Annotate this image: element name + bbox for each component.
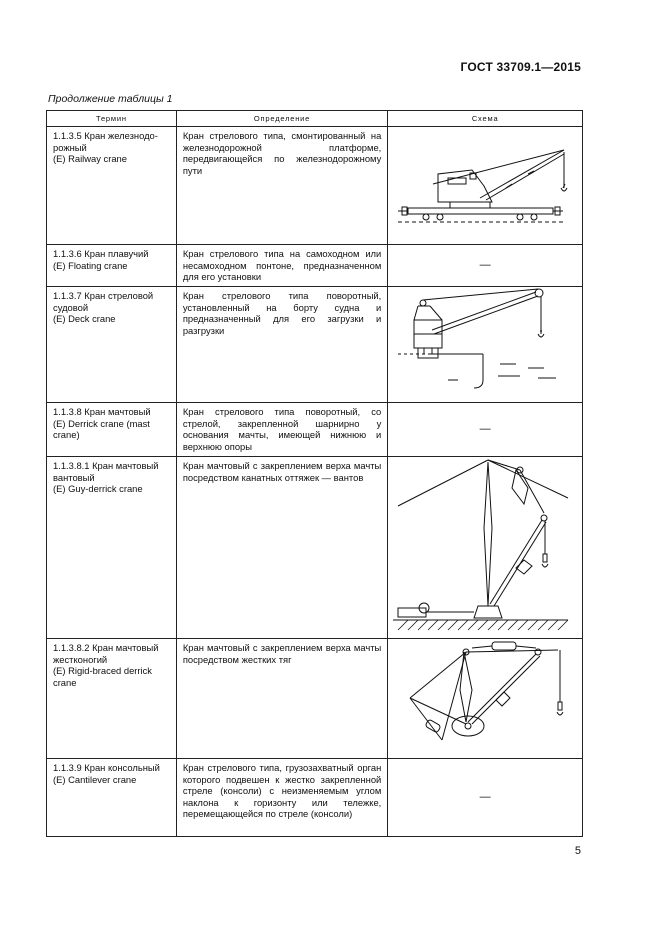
term-line: (E) Floating crane <box>53 259 128 271</box>
column-header-scheme: Схема <box>388 111 583 127</box>
rigid-braced-derrick-diagram <box>388 640 574 758</box>
no-scheme-dash: — <box>479 259 491 272</box>
scheme-cell <box>388 457 583 639</box>
term-line: (E) Rigid-braced derrick <box>53 665 152 677</box>
table-row <box>47 245 583 287</box>
table-row <box>47 403 583 457</box>
table-caption: Продолжение таблицы 1 <box>48 93 173 105</box>
term-line: (E) Derrick crane (mast <box>53 417 150 429</box>
column-header-definition: Определение <box>176 111 387 127</box>
table-row <box>47 127 583 245</box>
table-row <box>47 639 583 759</box>
definition-cell: Кран стрелового типа, смонтированный на железнодорожной платформе, передвигающейся по железнодорожному пути <box>176 127 387 245</box>
term-line: рожный <box>53 141 87 153</box>
term-line: 1.1.3.6 Кран плавучий <box>53 248 149 259</box>
deck-crane-diagram <box>388 288 574 402</box>
term-line: (E) Railway crane <box>53 153 127 165</box>
table-header-row <box>47 111 583 127</box>
no-scheme-dash: — <box>479 423 491 436</box>
definition-cell: Кран мачтовый с закреплением верха мачты посредством жестких тяг <box>176 639 387 759</box>
term-line: 1.1.3.7 Кран стреловой <box>53 290 154 301</box>
no-scheme-dash: — <box>479 791 491 804</box>
scheme-cell <box>388 287 583 403</box>
term-line: судовой <box>53 301 89 313</box>
term-line: 1.1.3.8.2 Кран мачтовый <box>53 642 159 653</box>
term-cell <box>47 403 177 457</box>
term-line: crane <box>53 676 77 688</box>
term-line: (E) Guy-derrick crane <box>53 483 143 495</box>
scheme-cell <box>388 639 583 759</box>
definition-cell: Кран стрелового типа, грузозахватный орган которого подвешен к жестко закрепленной стреле (консоли) с неизменяемым углом наклона к горизонту или тележке, перемещающейся по стреле (консоли) <box>176 759 387 837</box>
term-line: 1.1.3.9 Кран консольный <box>53 762 160 773</box>
railway-crane-diagram <box>388 128 574 244</box>
term-cell <box>47 245 177 287</box>
term-line: жестконогий <box>53 653 108 665</box>
standard-code: ГОСТ 33709.1—2015 <box>460 60 581 74</box>
guy-derrick-diagram <box>388 458 574 638</box>
scheme-cell <box>388 245 583 287</box>
term-cell <box>47 759 177 837</box>
definition-cell: Кран стрелового типа поворотный, установленный на борту судна и предназначенный для его загрузки и разгрузки <box>176 287 387 403</box>
table-row <box>47 287 583 403</box>
term-line: 1.1.3.8.1 Кран мачтовый <box>53 460 159 471</box>
term-cell <box>47 457 177 639</box>
table-row <box>47 457 583 639</box>
terms-table <box>46 110 583 837</box>
term-cell <box>47 639 177 759</box>
scheme-cell <box>388 759 583 837</box>
term-line: 1.1.3.5 Кран железнодо- <box>53 130 158 141</box>
term-cell <box>47 127 177 245</box>
page-number: 5 <box>574 845 581 857</box>
term-line: 1.1.3.8 Кран мачтовый <box>53 406 151 417</box>
column-header-term: Термин <box>47 111 177 127</box>
term-line: вантовый <box>53 471 95 483</box>
definition-cell: Кран мачтовый с закреплением верха мачты посредством канатных оттяжек — вантов <box>176 457 387 639</box>
term-line: (E) Cantilever crane <box>53 773 137 785</box>
definition-cell: Кран стрелового типа поворотный, со стрелой, закрепленной шарнирно у основания мачты, имеющей нижнюю и верхнюю опоры <box>176 403 387 457</box>
table-row <box>47 759 583 837</box>
term-line: crane) <box>53 429 80 441</box>
scheme-cell <box>388 403 583 457</box>
definition-cell: Кран стрелового типа на самоходном или несамоходном понтоне, предназначенном для его установки <box>176 245 387 287</box>
scheme-cell <box>388 127 583 245</box>
term-cell <box>47 287 177 403</box>
term-line: (E) Deck crane <box>53 313 116 325</box>
